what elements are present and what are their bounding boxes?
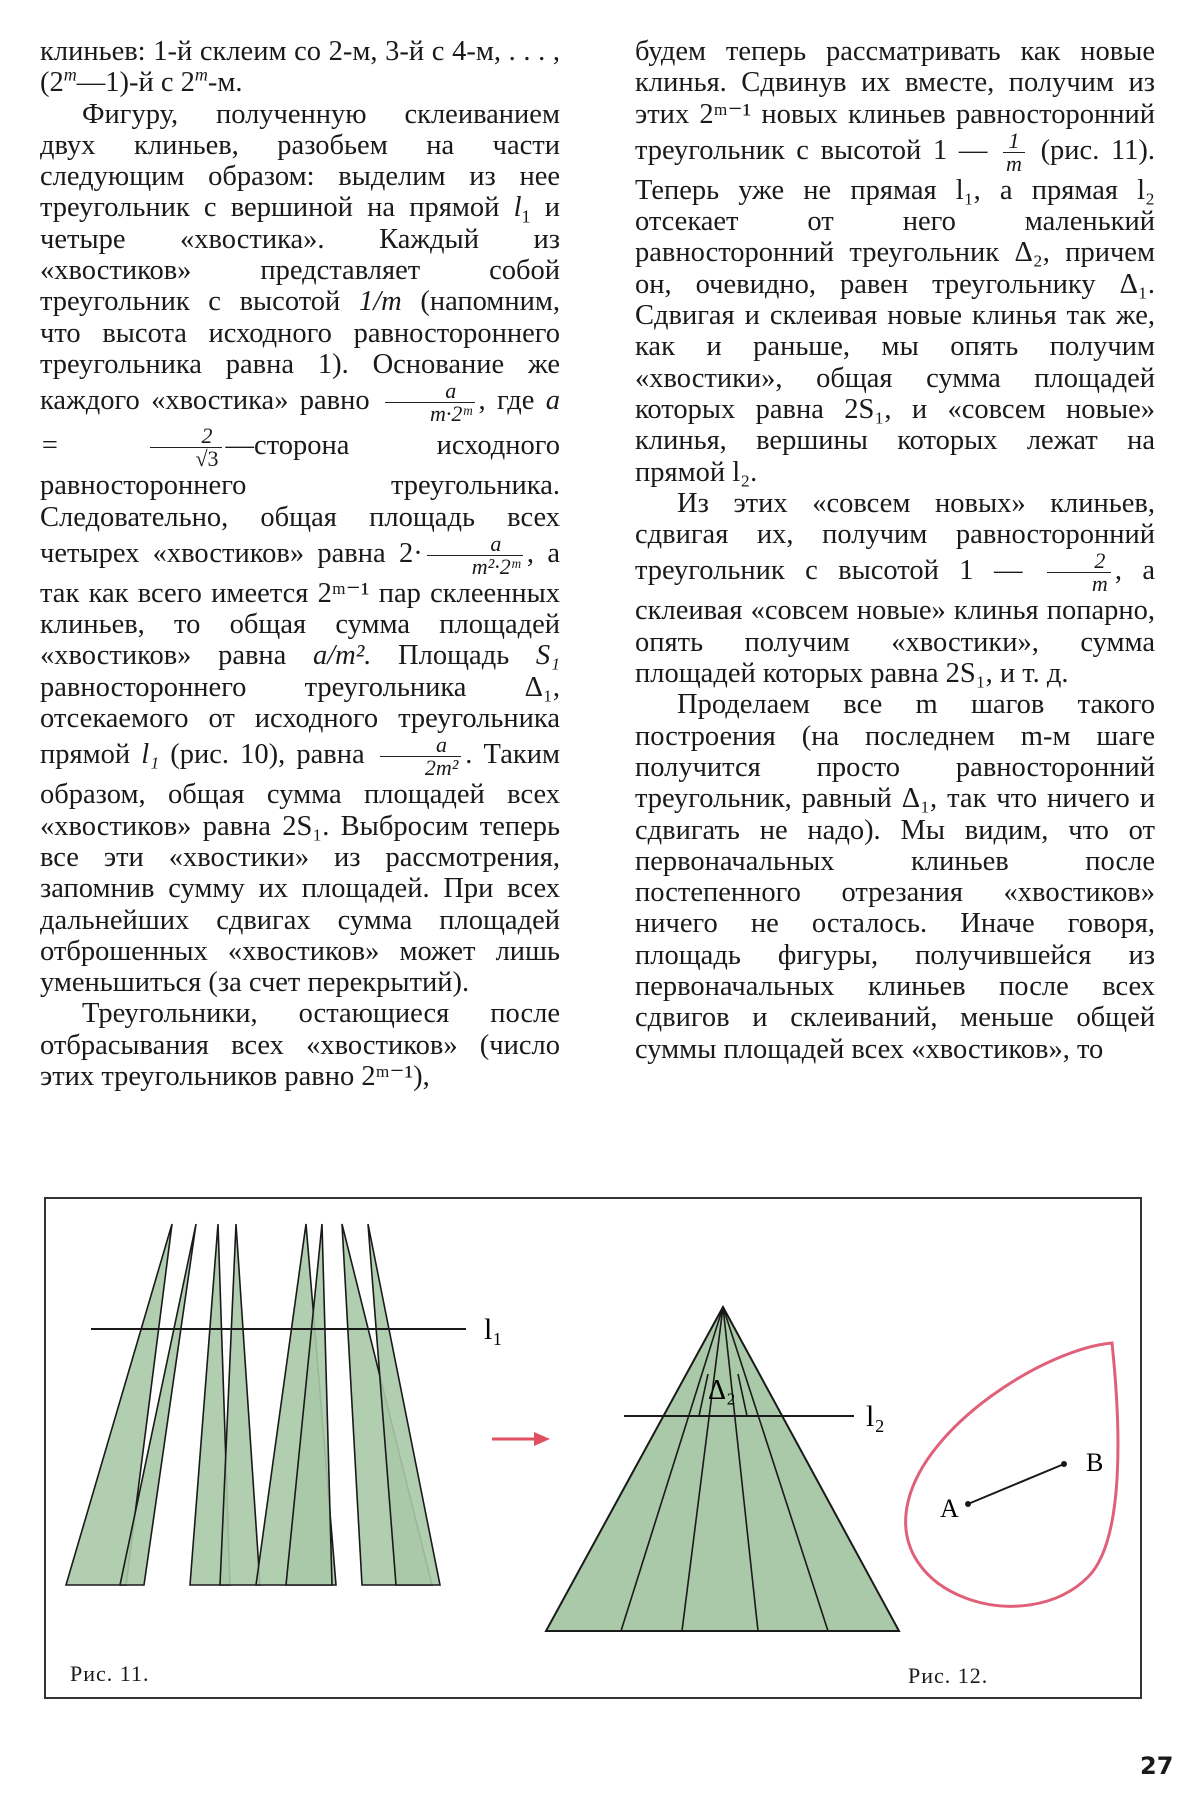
left-paragraph-1: клиньев: 1-й склеим со 2-м, 3-й с 4-м, . . . , (2$^m$—1)-й с 2$^m$-м. xyxy=(40,36,560,99)
caption-fig-11: Рис. 11. xyxy=(70,1661,150,1686)
right-paragraph-3: Проделаем все m шагов такого построения (на последнем m-м шаге получится просто равносторонний треугольник, равный Δ₁, так что ничего и сдвигать не надо). Мы видим, что от первоначальных клиньев после постепенного отрезания «хвостиков» ничего не осталось. Иначе говоря, площадь фигуры, получившейся из первоначальных клиньев после всех сдвигов и склеиваний, меньше общей суммы площадей всех «хвостиков», то xyxy=(635,689,1155,1065)
caption-fig-12: Рис. 12. xyxy=(908,1663,989,1688)
fraction-a-over-m2m: $\frac{a}{\text{m·2ᵐ}}$ xyxy=(385,380,475,425)
fraction-a-over-2m2: $\frac{a}{\text{2m²}}$ xyxy=(380,734,461,779)
left-paragraph-2: Фигуру, полученную склеиванием двух клиньев, разобьем на части следующим образом: выделим из нее треугольник с вершиной на прямой $l_1$ и четыре «хвостика». Каждый из «хвостиков» представляет собой треугольник с высотой 1/m (напомним, что высота исходного равностороннего треугольника равна 1). Основание же каждого «хвостика» равно $\frac{a}{\text{m·2ᵐ}}$ , где a = $\frac{2}{√3}$ —сторона исходного равностороннего треугольника. Следовательно, общая площадь всех четырех «хвостиков» равна 2· $\frac{a}{\text{m²·2ᵐ}}$ , а так как всего имеется 2ᵐ⁻¹ пар склеенных клиньев, то общая сумма площадей «хвостиков» равна a/m². Площадь S₁ равностороннего треугольника Δ₁, отсекаемого от исходного треугольника прямой l₁ (рис. 10), равна $\frac{a}{\text{2m²}}$ . Таким образом, общая сумма площадей всех «хвостиков» равна 2S₁. Выбросим теперь все эти «хвостики» из рассмотрения, запомнив сумму их площадей. При всех дальнейших сдвигах сумма площадей отброшенных «хвостиков» может лишь уменьшиться (за счет перекрытий). xyxy=(40,98,561,999)
left-paragraph-3: Треугольники, остающиеся после отбрасывания всех «хвостиков» (число этих треугольников равно 2ᵐ⁻¹), xyxy=(40,998,560,1093)
label-B: B xyxy=(1086,1448,1104,1477)
fraction-a-over-m2-2m: $\frac{a}{\text{m²·2ᵐ}}$ xyxy=(427,533,523,578)
label-l2: l₂ xyxy=(866,1400,885,1433)
fraction-1-over-m: $\frac{1}{m}$ xyxy=(1003,130,1025,175)
page-number: 27 xyxy=(1140,1752,1174,1780)
right-column xyxy=(635,36,1155,1065)
point-B xyxy=(1061,1461,1067,1467)
fraction-2-over-m: $\frac{2}{m}$ xyxy=(1047,550,1111,595)
wedge-1 xyxy=(66,1224,172,1585)
label-delta2: Δ₂ xyxy=(708,1375,736,1406)
segment-AB xyxy=(968,1464,1064,1504)
right-paragraph-2: Из этих «совсем новых» клиньев, сдвигая их, получим равносторонний треугольник с высотой 1 — $\frac{2}{m}$ , а склеивая «совсем новые» клинья попарно, опять получим «хвостики», сумма площадей которых равна 2S₁, и т. д. xyxy=(635,487,1156,690)
left-column xyxy=(40,36,560,1092)
label-A: A xyxy=(940,1494,959,1523)
fraction-2-over-sqrt3: $\frac{2}{√3}$ xyxy=(150,425,221,470)
big-triangle xyxy=(546,1307,899,1631)
point-A xyxy=(965,1501,971,1507)
red-arrow xyxy=(492,1432,550,1446)
figure-illustration xyxy=(46,1199,1140,1697)
figure-11-wedges xyxy=(66,1224,440,1585)
figure-frame xyxy=(44,1197,1142,1699)
wedge-4 xyxy=(220,1224,260,1585)
right-paragraph-1: будем теперь рассматривать как новые клинья. Сдвинув их вместе, получим из этих 2ᵐ⁻¹ новых клиньев равносторонний треугольник с высотой 1 — $\frac{1}{m}$ (рис. 11). Теперь уже не прямая l₁, а прямая l₂ отсекает от него маленький равносторонний треугольник Δ₂, причем он, очевидно, равен треугольнику Δ₁. Сдвигая и склеивая новые клинья так же, как и раньше, мы опять получим «хвостики», общая сумма площадей которых равна 2S₁, и «совсем новые» клинья, вершины которых лежат на прямой l₂. xyxy=(635,36,1156,488)
label-l1: l₁ xyxy=(484,1313,503,1346)
